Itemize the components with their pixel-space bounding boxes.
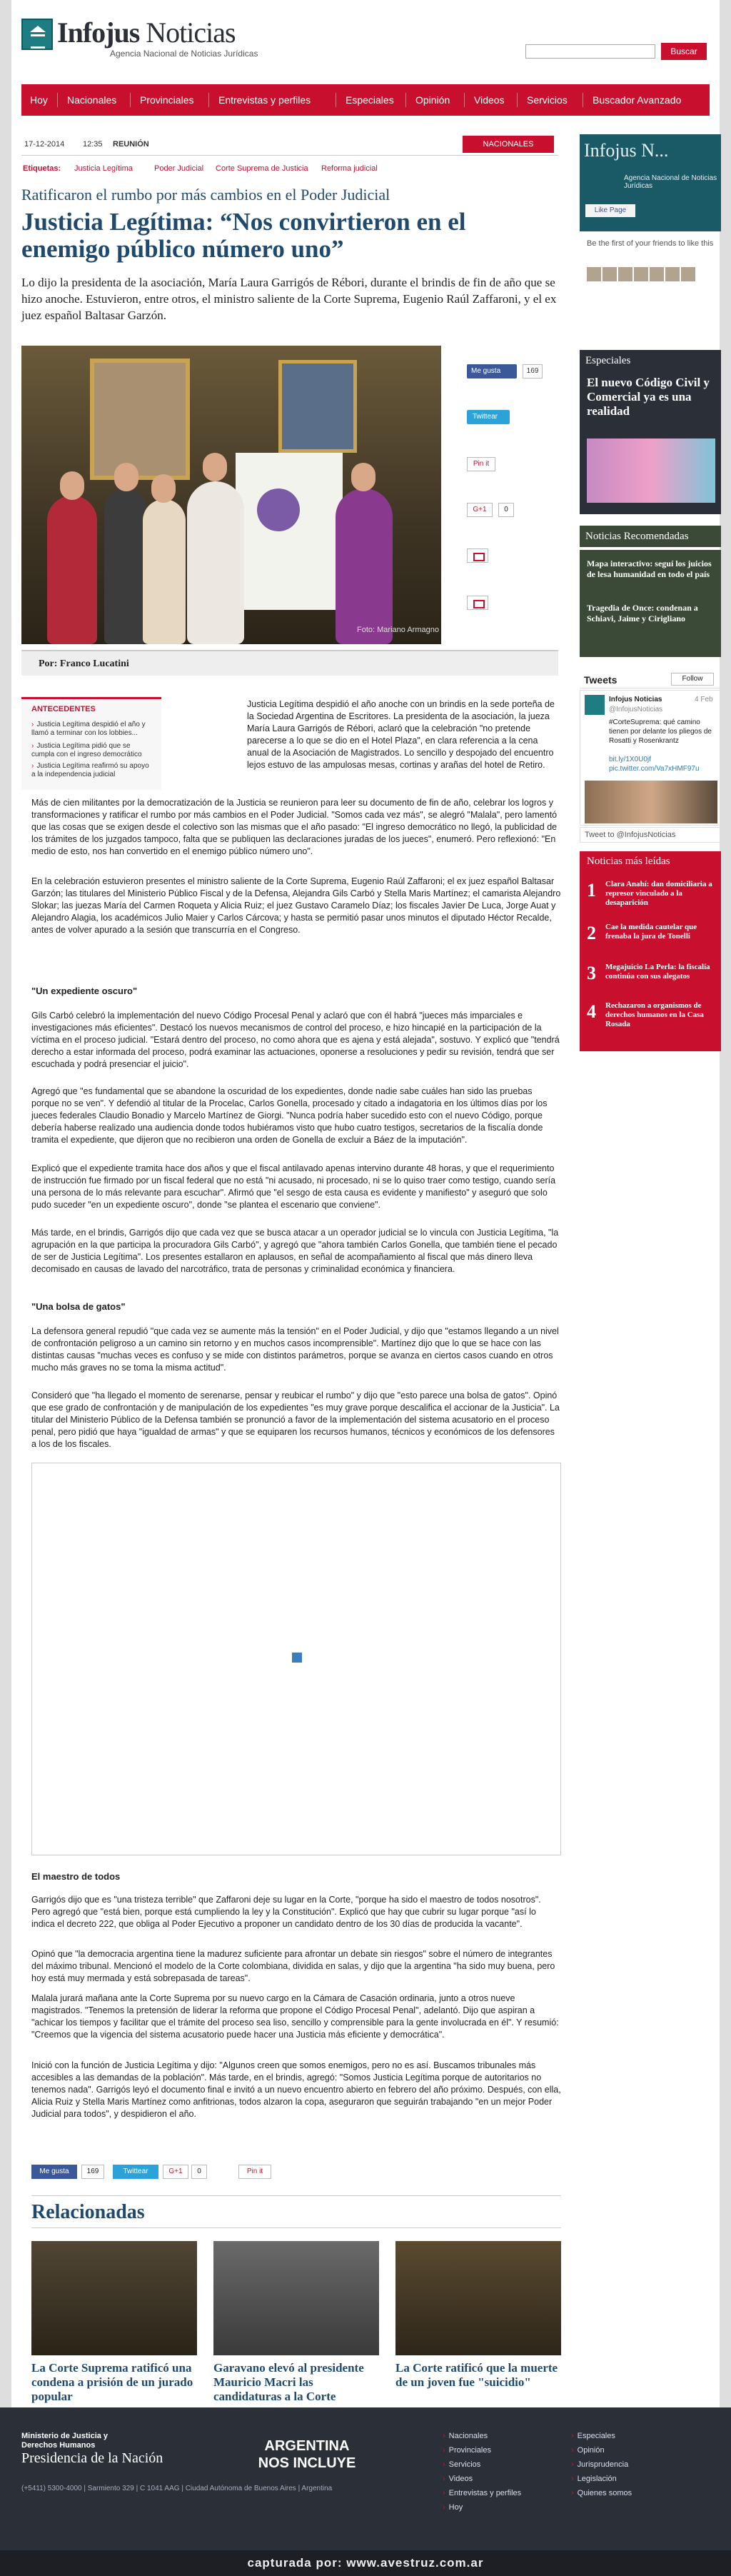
footer-link[interactable]: › Videos [443, 2475, 473, 2483]
like-count: 169 [81, 2165, 104, 2179]
site-title[interactable] [57, 16, 236, 49]
twitter-button[interactable]: Twittear [113, 2165, 158, 2179]
footer-link[interactable]: › Legislación [571, 2475, 617, 2483]
author: Por: Franco Lucatini [39, 658, 129, 669]
tags-label: Etiquetas: [23, 164, 61, 173]
tag-link[interactable]: Poder Judicial [154, 164, 204, 173]
nav-provinciales[interactable]: Provinciales [140, 94, 194, 106]
facebook-like-button[interactable]: Me gusta [467, 364, 517, 379]
tweet-image[interactable] [585, 781, 717, 823]
paragraph: Justicia Legítima despidió el año anoche con un brindis en la sede porteña de la Sociedad Argentina de Escritores. La presidenta de la asociación, la jueza María Laura Garrigós de Rébori, aclaró que la celebración "no pretende parecerse a lo que se dio en el Hotel Plaza", en clara referencia a la cena anual de la Asociación de Magistrados. Lo sencillo y despojado del encuentro lejos estuvo de las ampulosas mesas, cortinas y arañas del hotel de Retiro. [247, 699, 555, 770]
painting [90, 359, 190, 480]
footer-link[interactable]: › Nacionales [443, 2432, 488, 2440]
footer-link[interactable]: › Hoy [443, 2503, 463, 2512]
subheading: "Una bolsa de gatos" [31, 1301, 126, 1312]
paragraph: Más de cien militantes por la democratización de la Justicia se reunieron para leer su documento de fin de año, celebrar los logros y transformaciones y ratificar el rumbo por más cambios en el Poder Judicial. "Somos cada vez más", se alegró "Malala", pero lamentó que las cosas que se exigen desde el colectivo son las mismas que el año pasado: "El ingreso democrático no llegó, la publicidad de los trámites de los juzgados tampoco, falta que se publiquen las declaraciones juradas de los jueces", enumeró. Pero reflexionó: "En medio de esto, nos han convertido en el enemigo público número uno". [31, 798, 558, 856]
paragraph: Explicó que el expediente tramita hace dos años y que el fiscal antilavado apenas intervino durante 48 horas, y que el requerimiento de instrucción fue firmado por un fiscal federal que no está "ni acusado, ni procesado, ni se lo quiso traer como testigo, cuando sería una persona de lo más relevante para escuchar". Afirmó que "el sesgo de esta causa es evidente y manifiesto" y aseguró que solo pudo suceder "en un expediente oscuro", donde "se plantea el escenario que conviene". [31, 1163, 556, 1210]
especiales-image[interactable] [587, 438, 715, 503]
especiales-story[interactable]: El nuevo Código Civil y Comercial ya es una realidad [587, 376, 710, 418]
antecedentes-box [21, 697, 161, 790]
site-subtitle: Agencia Nacional de Noticias Jurídicas [110, 49, 258, 59]
footer-link[interactable]: › Entrevistas y perfiles [443, 2489, 521, 2497]
twitter-button[interactable]: Twittear [467, 410, 510, 424]
related-caption[interactable]: Garavano elevó al presidente Mauricio Macri las candidaturas a la Corte [213, 2361, 364, 2403]
paragraph: En la celebración estuvieron presentes el ministro saliente de la Corte Suprema, Eugenio Raúl Zaffaroni; el ex juez español Baltasar Garzón; las titulares del Ministerio Público Fiscal y de la Defensa, Alejandra Gils Carbó y Stella Maris Martínez; el camarista Alejandro Slokar; las juezas María del Carmen Roqueta y Alicia Ruiz; el juez Gustavo Caramelo Díaz; los fiscales Javier De Luca, Jorge Auat y Alejandro Alagia, los académicos Julio Maier y Carlos Cárcova; y hasta se permitió pasar unos minutos el diputado Héctor Recalde, antes de volver apurado a la sesión que transcurría en el Congreso. [31, 876, 561, 935]
nav-entrevistas[interactable]: Entrevistas y perfiles [218, 94, 311, 106]
like-page-button[interactable]: Like Page [585, 204, 635, 217]
related-image[interactable] [213, 2241, 379, 2355]
recomendada-link[interactable]: Tragedia de Once: condenan a Schiavi, Jaime y Cirigliano [587, 603, 698, 623]
video-icon[interactable] [292, 1653, 302, 1663]
mas-leidas-box: Noticias más leídas 1 Clara Anahí: dan domiciliaria a represor vinculado a la desaparición 2 Cae la medida cautelar que frenaba la jura de Tonelli 3 Megajuicio La Perla: la fiscalía continúa con sus alegatos 4 Rechazaron a organismos de derechos humanos en la Casa Rosada [580, 851, 721, 1051]
footer-link[interactable]: › Quienes somos [571, 2489, 632, 2497]
footer-address: (+5411) 5300-4000 | Sarmiento 329 | C 1041 AAG | Ciudad Autónoma de Buenos Aires | Argentina [21, 2485, 333, 2492]
fb-avatars [587, 267, 715, 287]
footer-link[interactable]: › Especiales [571, 2432, 615, 2440]
fb-page-name: Infojus N... [584, 140, 669, 161]
especiales-title[interactable]: Especiales [580, 350, 721, 371]
paragraph: Agregó que "es fundamental que se abandone la oscuridad de los expedientes, donde nadie sabe cuáles han sido las pruebas porque no se ven". Y defendió al titular de la Procelac, Carlos Gonella, procesado y citado a indagatoria en los últimos días por los jueces federales Claudio Bonadio y Marcelo Martínez de Giorgi. "Nunca podría haber sucedido esto con el nuevo Código, porque debería haberse realizado una audiencia donde todos hubiéramos visto que hubo cuatro testigos, secretarios de la fiscalía donde tramita el expediente, que dijeron que no recibieron una orden de Gonella de excluir a Báez de la imputación". [31, 1086, 548, 1145]
fb-friends-text: Be the first of your friends to like this [587, 239, 714, 248]
mas-leida-link[interactable]: Megajuicio La Perla: la fiscalía continúa con sus alegatos [605, 963, 710, 981]
facebook-like-button[interactable]: Me gusta [31, 2165, 77, 2179]
painting [278, 360, 357, 453]
paragraph: La defensora general repudió "que cada vez se aumente más la tensión" en el Poder Judicial, y dijo que "estamos llegando a un nivel de confrontación peligroso a un camino sin retorno y en muchos casos incomprensible". Martínez dijo que lo que se hace con las distintas causas "muchas veces es confuso y se mide con distintos parámetros, porque se avanza en ciertos casos cuando en otros mucho más graves no se toma la misma actitud". [31, 1326, 559, 1373]
main-nav [21, 84, 710, 116]
pinterest-button[interactable]: Pin it [467, 457, 495, 471]
nav-buscador[interactable]: Buscador Avanzado [593, 94, 682, 106]
tweets-title: Tweets [584, 674, 617, 686]
site-title-b: Noticias [146, 16, 236, 49]
mas-leida-link[interactable]: Cae la medida cautelar que frenaba la jura de Tonelli [605, 923, 697, 941]
logo-icon[interactable] [21, 19, 53, 50]
section-button[interactable]: NACIONALES [463, 136, 554, 153]
ministry-name[interactable]: Ministerio de Justicia y Derechos Humanos [21, 2432, 109, 2450]
related-title: Relacionadas [31, 2195, 561, 2228]
tweet[interactable] [580, 690, 721, 826]
paragraph: Consideró que "ha llegado el momento de serenarse, pensar y reubicar el rumbo" y dijo que "esto parece una bolsa de gatos". Opinó que ese grado de confrontación y de manipulación de los expedientes "es muy grave porque descalifica el accionar de la Justicia". La titular del Ministerio Público de la Defensa también se pronunció a favor de la implementación del sistema acusatorio en el proceso penal, pero pidió que haya "igualdad de armas" y que se equiparen los recursos humanos, técnicos y económicos de los defensores a los de los fiscales. [31, 1390, 560, 1449]
paragraph: Opinó que "la democracia argentina tiene la madurez suficiente para afrontar un debate sin riesgos" sobre el número de integrantes del máximo tribunal. Mencionó el modelo de la Corte colombiana, dividida en salas, y dijo que la argentina "ha sido muy buena, pero hoy está muy mermada y está sobrepasada de tareas". [31, 1949, 555, 1983]
mas-leida-link[interactable]: Clara Anahí: dan domiciliaria a represor vinculado a la desaparición [605, 880, 712, 907]
embedded-video[interactable] [31, 1463, 561, 1855]
footer-slogan: ARGENTINA NOS INCLUYE [258, 2438, 356, 2471]
tag-link[interactable]: Reforma judicial [321, 164, 378, 173]
google-plus-count: 0 [191, 2165, 207, 2179]
tweet-link[interactable]: bit.ly/1X0U0jf pic.twitter.com/Va7xHMF97u [609, 756, 700, 773]
fb-page-subtitle: Agencia Nacional de Noticias Jurídicas [624, 174, 717, 190]
related-caption[interactable]: La Corte ratificó que la muerte de un joven fue "suicidio" [395, 2361, 558, 2389]
nav-servicios[interactable]: Servicios [527, 94, 568, 106]
antecedente-link[interactable]: › Justicia Legítima pidió que se cumpla con el ingreso democrático [31, 742, 154, 759]
nav-especiales[interactable]: Especiales [346, 94, 394, 106]
footer-link[interactable]: › Provinciales [443, 2446, 491, 2455]
article-lead: Lo dijo la presidenta de la asociación, María Laura Garrigós de Rébori, durante el brindis de fin de año que se hizo anoche. Estuvieron, entre otros, el ministro saliente de la Corte Suprema, Eugenio Raúl Zaffaroni, y el ex juez español Baltasar Garzón. [21, 276, 557, 322]
time: 12:35 [83, 140, 103, 149]
pinterest-button[interactable]: Pin it [238, 2165, 271, 2179]
author-bar [21, 650, 558, 676]
paragraph: Inició con la función de Justicia Legítima y dijo: "Algunos creen que somos enemigos, pero no es así. Buscamos tribunales más accesibles a las demandas de la población". Más tarde, en el brindis, agregó: "Somos Justicia Legítima porque de autoritarios no tenemos nada". Garrigós leyó el documento final e invitó a un nuevo encuentro abierto en febrero del año próximo. Después, con ella, Alicia Ruiz y Stella Maris Martínez como anfitrionas, todos alzaron la copa, aseguraron que seguirán trabajando "en un mejor Poder Judicial para todos", y despidieron el año. [31, 2060, 561, 2119]
recomendadas-box [580, 550, 721, 657]
google-plus-button[interactable]: G+1 [467, 503, 493, 517]
tweet-text: #CorteSuprema: qué camino tienen por delante los pliegos de Rosatti y Rosenkrantz [609, 718, 712, 745]
tweets-header [580, 670, 721, 688]
related-image[interactable] [31, 2241, 197, 2355]
subheading: "Un expediente oscuro" [31, 986, 138, 996]
google-plus-button[interactable]: G+1 [163, 2165, 188, 2179]
article-photo[interactable] [21, 346, 441, 644]
paragraph: Más tarde, en el brindis, Garrigós dijo que cada vez que se busca atacar a un operador judicial se lo vincula con Justicia Legítima, "la agrupación en la que participa la procuradora Gils Carbó", y agregó que "ahora también Carlos Gonella, que también tiene el pecado de ser de Justicia Legítima". Los presentes estallaron en aplausos, en señal de acompañamiento al fiscal que más dinero lleva decomisado en causas de lavado del narcotráfico, trata de personas y criminalidad económica y financiera. [31, 1228, 559, 1274]
mas-leidas-title: Noticias más leídas [587, 856, 670, 867]
tweet-handle[interactable]: @InfojusNoticias [609, 706, 663, 713]
nav-hoy[interactable]: Hoy [30, 94, 48, 106]
article-headline: Justicia Legítima: “Nos convirtieron en el enemigo público número uno” [21, 208, 466, 263]
mas-leida-link[interactable]: Rechazaron a organismos de derechos humanos en la Casa Rosada [605, 1001, 704, 1028]
footer [0, 2407, 731, 2550]
search-button[interactable]: Buscar [661, 43, 707, 60]
antecedente-link[interactable]: › Justicia Legítima despidió el año y llamó a terminar con los lobbies... [31, 721, 154, 738]
date: 17-12-2014 [24, 140, 65, 149]
tag-link[interactable]: Corte Suprema de Justicia [216, 164, 308, 173]
tweet-author[interactable]: Infojus Noticias [609, 696, 662, 703]
avatar[interactable] [585, 695, 605, 715]
related-caption[interactable]: La Corte Suprema ratificó una condena a prisión de un jurado popular [31, 2361, 193, 2403]
presidency-name[interactable]: Presidencia de la Nación [21, 2450, 163, 2466]
nav-opinion[interactable]: Opinión [415, 94, 450, 106]
facebook-page-widget[interactable] [580, 134, 721, 231]
tags [21, 163, 558, 179]
paragraph: Garrigós dijo que es "una tristeza terrible" que Zaffaroni deje su lugar en la Corte, "porque ha sido el maestro de todos nosotros". Pero agregó que "está bien, porque está cumpliendo la ley y la Constitución". Explicó que hay que cubrir su lugar porque "así lo indica el decreto 222, que obliga al Poder Ejecutivo a proponer un candidato dentro de los 30 días de producida la vacante". [31, 1895, 541, 1929]
photo-credit: Foto: Mariano Armagno [357, 626, 439, 634]
antecedente-link[interactable]: › Justicia Legítima reafirmó su apoyo a la independencia judicial [31, 762, 154, 779]
paragraph: Malala jurará mañana ante la Corte Suprema por su nuevo cargo en la Cámara de Casación ordinaria, junto a otros nueve magistrados. "Tenemos la pretensión de liderar la reforma que propone el Código Procesal Penal", adelantó. Dijo que aspiran a "achicar los tiempos y facilitar que el trámite del proceso sea liso, sencillo y comprensible para la gente involucrada en él". Y resumió: "Creemos que la vigencia del sistema acusatorio puede hacer una Justicia más eficiente y democrática". [31, 1993, 559, 2040]
capture-credit: capturada por: www.avestruz.com.ar [0, 2550, 731, 2576]
especiales-box[interactable] [580, 371, 721, 514]
search-input[interactable] [525, 44, 655, 59]
nav-videos[interactable]: Videos [474, 94, 505, 106]
print-icon[interactable] [467, 548, 488, 563]
tag-link[interactable]: Justicia Legítima [74, 164, 133, 173]
antecedentes-title: ANTECEDENTES [31, 705, 96, 713]
article-kicker: Ratificaron el rumbo por más cambios en el Poder Judicial [21, 186, 390, 204]
mail-icon[interactable] [467, 596, 488, 610]
footer-link[interactable]: › Servicios [443, 2460, 480, 2469]
like-count: 169 [523, 364, 543, 379]
footer-link[interactable]: › Opinión [571, 2446, 605, 2455]
page [11, 0, 720, 2407]
section-label: REUNIÓN [113, 140, 149, 149]
related-image[interactable] [395, 2241, 561, 2355]
subheading: El maestro de todos [31, 1871, 121, 1882]
recomendada-link[interactable]: Mapa interactivo: seguí los juicios de lesa humanidad en todo el país [587, 558, 712, 579]
google-plus-count: 0 [498, 503, 514, 517]
tweet-input[interactable]: Tweet to @InfojusNoticias [580, 827, 721, 843]
follow-button[interactable]: Follow [671, 673, 714, 686]
paragraph: Gils Carbó celebró la implementación del nuevo Código Procesal Penal y aclaró que con él habrá "jueces más imparciales e investigaciones más eficientes". Destacó los nuevos mecanismos de control del proceso, e hizo hincapié en la participación de la víctima en el proceso judicial. "Estará dentro del proceso, no como ahora que es ajena y está alejada", sostuvo. Y explicó que "tendrá derecho a estar informada del proceso, podrá examinar las actuaciones, oponerse a resoluciones y pedir su revisión, tendrá que ser escuchada y podrá presenciar el juicio". [31, 1011, 560, 1069]
footer-link[interactable]: › Jurisprudencia [571, 2460, 628, 2469]
site-title-a: Infojus [57, 16, 140, 49]
nav-nacionales[interactable]: Nacionales [67, 94, 117, 106]
recomendadas-title: Noticias Recomendadas [580, 526, 721, 547]
tweet-date: 4 Feb [695, 696, 713, 703]
banner [236, 453, 343, 610]
